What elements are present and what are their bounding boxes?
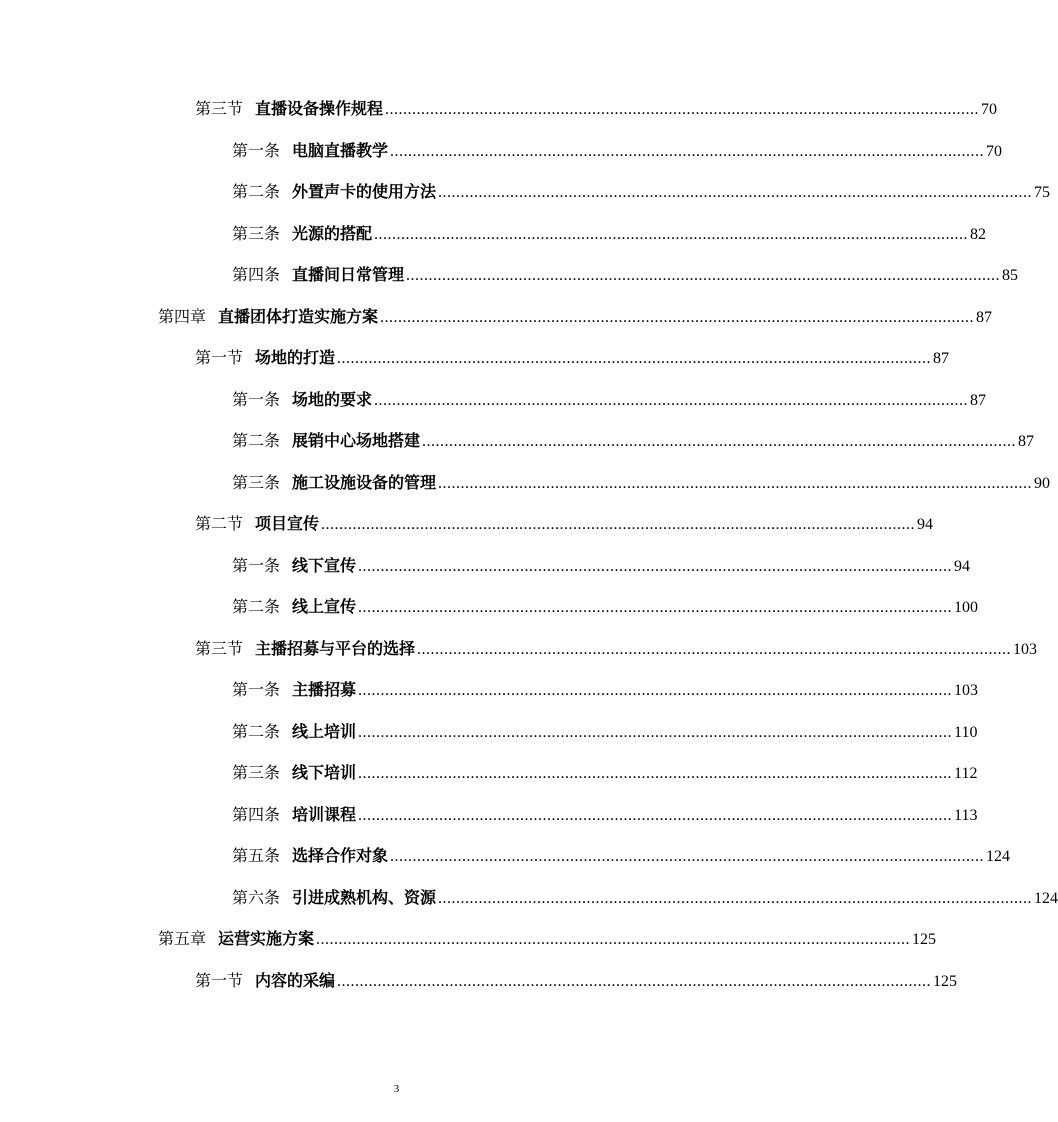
toc-entry[interactable] — [195, 637, 1038, 661]
toc-entry-title: 项目宣传 — [255, 514, 320, 533]
toc-entry-title: 直播团体打造实施方案 — [218, 307, 379, 326]
toc-entry-page: 103 — [954, 682, 979, 699]
dot-leader: .................................................................................................................................... — [438, 475, 1033, 492]
toc-entry-page: 90 — [1034, 475, 1051, 492]
toc-entry-label: 第二条 — [232, 597, 281, 616]
toc-entry-title: 引进成熟机构、资源 — [292, 888, 437, 907]
toc-entry-label: 第四章 — [158, 307, 207, 326]
toc-entry-page: 112 — [954, 765, 978, 782]
toc-entry[interactable] — [232, 678, 979, 702]
dot-leader: .................................................................................................................................... — [358, 682, 953, 699]
dot-leader: .................................................................................................................................... — [358, 724, 953, 741]
toc-entry-page: 75 — [1034, 184, 1051, 201]
toc-entry-label: 第一节 — [195, 348, 244, 367]
toc-entry-label: 第一条 — [232, 390, 281, 409]
page-number: 3 — [393, 1083, 400, 1095]
toc-entry-page: 110 — [954, 724, 978, 741]
toc-entry-label: 第二条 — [232, 182, 281, 201]
dot-leader: .................................................................................................................................... — [316, 931, 911, 948]
dot-leader: .................................................................................................................................... — [358, 558, 953, 575]
dot-leader: .................................................................................................................................... — [337, 973, 932, 990]
toc-entry-title: 外置声卡的使用方法 — [292, 182, 437, 201]
toc-entry-label: 第二条 — [232, 722, 281, 741]
toc-entry-label: 第三节 — [195, 99, 244, 118]
dot-leader: .................................................................................................................................... — [380, 309, 975, 326]
toc-entry-page: 87 — [933, 350, 950, 367]
dot-leader: .................................................................................................................................... — [417, 641, 1012, 658]
toc-entry-page: 100 — [954, 599, 979, 616]
toc-entry-title: 直播设备操作规程 — [255, 99, 384, 118]
toc-entry-title: 电脑直播教学 — [292, 141, 389, 160]
toc-entry[interactable] — [195, 346, 950, 370]
dot-leader: .................................................................................................................................... — [390, 848, 985, 865]
dot-leader: .................................................................................................................................... — [374, 226, 969, 243]
toc-entry-title: 场地的要求 — [292, 390, 373, 409]
toc-entry-page: 124 — [1034, 890, 1058, 907]
dot-leader: .................................................................................................................................... — [337, 350, 932, 367]
toc-entry-label: 第三条 — [232, 763, 281, 782]
toc-entry-title: 培训课程 — [292, 805, 357, 824]
toc-entry-label: 第六条 — [232, 888, 281, 907]
toc-entry[interactable] — [195, 969, 958, 993]
toc-entry[interactable] — [232, 139, 1003, 163]
toc-entry[interactable] — [232, 844, 1011, 868]
toc-entry-label: 第五章 — [158, 929, 207, 948]
toc-entry-page: 94 — [954, 558, 971, 575]
toc-entry[interactable] — [232, 554, 971, 578]
dot-leader: .................................................................................................................................... — [358, 807, 953, 824]
toc-entry-page: 113 — [954, 807, 978, 824]
toc-entry-title: 展销中心场地搭建 — [292, 431, 421, 450]
dot-leader: .................................................................................................................................... — [406, 267, 1001, 284]
toc-entry-title: 线下培训 — [292, 763, 357, 782]
toc-entry[interactable] — [158, 305, 993, 329]
toc-entry-label: 第五条 — [232, 846, 281, 865]
toc-entry-page: 85 — [1002, 267, 1019, 284]
toc-entry-title: 线上培训 — [292, 722, 357, 741]
toc-entry[interactable] — [232, 471, 1051, 495]
dot-leader: .................................................................................................................................... — [438, 890, 1033, 907]
dot-leader: .................................................................................................................................... — [321, 516, 916, 533]
toc-entry-page: 87 — [1018, 433, 1035, 450]
toc-entry-title: 主播招募与平台的选择 — [255, 639, 416, 658]
toc-entry[interactable] — [232, 803, 978, 827]
toc-entry[interactable] — [195, 97, 998, 121]
toc-entry-title: 场地的打造 — [255, 348, 336, 367]
toc-entry-title: 线下宣传 — [292, 556, 357, 575]
dot-leader: .................................................................................................................................... — [422, 433, 1017, 450]
toc-entry-label: 第三条 — [232, 224, 281, 243]
toc-entry-label: 第四条 — [232, 805, 281, 824]
toc-entry-page: 103 — [1013, 641, 1038, 658]
toc-entry[interactable] — [232, 886, 1058, 910]
dot-leader: .................................................................................................................................... — [385, 101, 980, 118]
toc-entry[interactable] — [232, 720, 978, 744]
toc-entry[interactable] — [232, 263, 1019, 287]
toc-entry-label: 第一节 — [195, 971, 244, 990]
toc-entry-title: 施工设施设备的管理 — [292, 473, 437, 492]
toc-entry[interactable] — [232, 761, 978, 785]
toc-entry-title: 主播招募 — [292, 680, 357, 699]
toc-entry-label: 第三条 — [232, 473, 281, 492]
toc-entry-label: 第一条 — [232, 556, 281, 575]
toc-entry-page: 70 — [986, 143, 1003, 160]
toc-entry-label: 第三节 — [195, 639, 244, 658]
dot-leader: .................................................................................................................................... — [390, 143, 985, 160]
toc-entry-page: 125 — [933, 973, 958, 990]
dot-leader: .................................................................................................................................... — [358, 599, 953, 616]
toc-entry[interactable] — [195, 512, 934, 536]
toc-entry-label: 第二条 — [232, 431, 281, 450]
toc-entry-title: 直播间日常管理 — [292, 265, 405, 284]
dot-leader: .................................................................................................................................... — [358, 765, 953, 782]
dot-leader: .................................................................................................................................... — [438, 184, 1033, 201]
toc-entry-label: 第一条 — [232, 680, 281, 699]
toc-entry-label: 第一条 — [232, 141, 281, 160]
toc-entry-title: 选择合作对象 — [292, 846, 389, 865]
toc-entry[interactable] — [232, 595, 979, 619]
toc-entry-page: 70 — [981, 101, 998, 118]
toc-entry[interactable] — [232, 388, 987, 412]
toc-entry-title: 线上宣传 — [292, 597, 357, 616]
toc-entry-page: 87 — [976, 309, 993, 326]
toc-entry[interactable] — [232, 180, 1051, 204]
toc-entry[interactable] — [232, 222, 987, 246]
toc-entry-page: 125 — [912, 931, 937, 948]
toc-entry-page: 124 — [986, 848, 1011, 865]
dot-leader: .................................................................................................................................... — [374, 392, 969, 409]
toc-entry-page: 82 — [970, 226, 987, 243]
toc-entry-page: 87 — [970, 392, 987, 409]
toc-entry-title: 内容的采编 — [255, 971, 336, 990]
toc-entry-label: 第四条 — [232, 265, 281, 284]
toc-entry-page: 94 — [917, 516, 934, 533]
toc-entry[interactable] — [232, 429, 1035, 453]
toc-entry-label: 第二节 — [195, 514, 244, 533]
toc-entry-title: 运营实施方案 — [218, 929, 315, 948]
toc-entry-title: 光源的搭配 — [292, 224, 373, 243]
toc-entry[interactable] — [158, 927, 937, 951]
